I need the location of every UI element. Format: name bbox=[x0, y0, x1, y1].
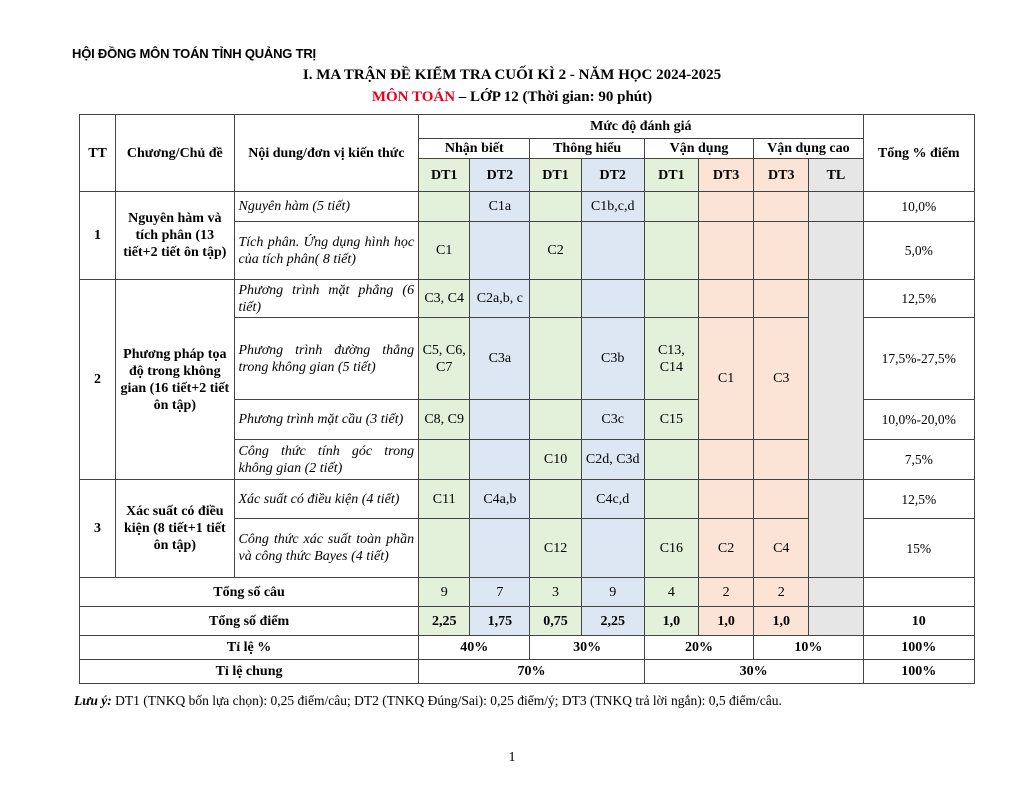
group-chapter: Xác suất có điều kiện (8 tiết+1 tiết ôn tập) bbox=[116, 480, 234, 578]
summary-label: Tỉ lệ % bbox=[80, 636, 419, 660]
cell-nb-dt2: C2a,b, c bbox=[470, 280, 530, 318]
cell-vdc-tl bbox=[809, 480, 863, 578]
cell-th-dt2: C3b bbox=[581, 318, 644, 400]
content-cell: Tích phân. Ứng dụng hình học của tích phân( 8 tiết) bbox=[234, 222, 419, 280]
cell-vd-dt3 bbox=[698, 222, 753, 280]
cell-th-dt1 bbox=[530, 192, 581, 222]
cell-vdc-dt3: C4 bbox=[754, 519, 809, 578]
header-chapter: Chương/Chủ đề bbox=[116, 115, 234, 192]
cell-nb-dt2: C4a,b bbox=[470, 480, 530, 519]
cell-vd-dt3-merged: C1 bbox=[698, 318, 753, 440]
summary-total: 100% bbox=[863, 636, 975, 660]
cell-total: 12,5% bbox=[863, 280, 975, 318]
cell-nb-dt1: C5, C6, C7 bbox=[419, 318, 470, 400]
cell-vdc-dt3 bbox=[754, 280, 809, 318]
summary-cell: 10% bbox=[754, 636, 863, 660]
cell-total: 10,0% bbox=[863, 192, 975, 222]
cell-vd-dt3 bbox=[698, 192, 753, 222]
summary-cell: 2 bbox=[754, 578, 809, 607]
cell-nb-dt2 bbox=[470, 222, 530, 280]
cell-th-dt1: C2 bbox=[530, 222, 581, 280]
document-subtitle bbox=[0, 89, 1024, 106]
summary-cell: 30% bbox=[530, 636, 644, 660]
subtitle-rest: – LỚP 12 (Thời gian: 90 phút) bbox=[455, 89, 653, 105]
summary-cell: 9 bbox=[419, 578, 470, 607]
cell-total: 5,0% bbox=[863, 222, 975, 280]
cell-nb-dt1 bbox=[419, 519, 470, 578]
cell-vdc-tl bbox=[809, 192, 863, 222]
cell-th-dt2: C2d, C3d bbox=[581, 440, 644, 480]
summary-cell: 20% bbox=[644, 636, 753, 660]
summary-label: Tổng số câu bbox=[80, 578, 419, 607]
type-nb-dt1: DT1 bbox=[419, 159, 470, 192]
summary-cell: 2,25 bbox=[581, 607, 644, 636]
content-cell: Phương trình mặt cầu (3 tiết) bbox=[234, 400, 419, 440]
exam-matrix-table bbox=[79, 114, 975, 684]
cell-vd-dt1: C16 bbox=[644, 519, 698, 578]
cell-nb-dt2: C3a bbox=[470, 318, 530, 400]
summary-label: Tỉ lệ chung bbox=[80, 660, 419, 684]
cell-nb-dt2: C1a bbox=[470, 192, 530, 222]
content-cell: Xác suất có điều kiện (4 tiết) bbox=[234, 480, 419, 519]
cell-vd-dt1 bbox=[644, 280, 698, 318]
cell-vdc-dt3 bbox=[754, 192, 809, 222]
page-number: 1 bbox=[508, 750, 516, 765]
cell-nb-dt1 bbox=[419, 192, 470, 222]
type-vdc-dt3: DT3 bbox=[754, 159, 809, 192]
cell-vdc-tl bbox=[809, 222, 863, 280]
summary-total: 100% bbox=[863, 660, 975, 684]
cell-vdc-tl bbox=[809, 280, 863, 480]
cell-th-dt1 bbox=[530, 480, 581, 519]
summary-cell: 1,75 bbox=[470, 607, 530, 636]
type-th-dt1: DT1 bbox=[530, 159, 581, 192]
summary-cell: 70% bbox=[419, 660, 645, 684]
summary-total bbox=[863, 578, 975, 607]
cell-th-dt2: C3c bbox=[581, 400, 644, 440]
cell-th-dt2 bbox=[581, 280, 644, 318]
content-cell: Công thức xác suất toàn phần và công thức Bayes (4 tiết) bbox=[234, 519, 419, 578]
cell-th-dt2: C4c,d bbox=[581, 480, 644, 519]
subject-name: MÔN TOÁN bbox=[371, 89, 456, 105]
cell-vd-dt1 bbox=[644, 192, 698, 222]
cell-vd-dt3: C2 bbox=[698, 519, 753, 578]
summary-cell: 9 bbox=[581, 578, 644, 607]
content-cell: Phương trình mặt phẳng (6 tiết) bbox=[234, 280, 419, 318]
cell-nb-dt1: C1 bbox=[419, 222, 470, 280]
summary-cell: 40% bbox=[419, 636, 530, 660]
summary-cell: 30% bbox=[644, 660, 863, 684]
organization-name: HỘI ĐỒNG MÔN TOÁN TỈNH QUẢNG TRỊ bbox=[72, 46, 316, 61]
cell-nb-dt2 bbox=[470, 519, 530, 578]
cell-total: 17,5%-27,5% bbox=[863, 318, 975, 400]
cell-vd-dt1: C15 bbox=[644, 400, 698, 440]
summary-total: 10 bbox=[863, 607, 975, 636]
content-cell: Công thức tính góc trong không gian (2 tiết) bbox=[234, 440, 419, 480]
group-chapter: Nguyên hàm và tích phân (13 tiết+2 tiết ôn tập) bbox=[116, 192, 234, 280]
cell-th-dt1 bbox=[530, 318, 581, 400]
header-van-dung-cao: Vận dụng cao bbox=[754, 139, 863, 159]
cell-th-dt2: C1b,c,d bbox=[581, 192, 644, 222]
summary-cell: 1,0 bbox=[754, 607, 809, 636]
cell-vd-dt1: C13, C14 bbox=[644, 318, 698, 400]
cell-nb-dt1: C8, C9 bbox=[419, 400, 470, 440]
cell-vd-dt1 bbox=[644, 440, 698, 480]
cell-th-dt1 bbox=[530, 280, 581, 318]
cell-vdc-dt3-merged: C3 bbox=[754, 318, 809, 440]
cell-vdc-dt3 bbox=[754, 480, 809, 519]
group-tt: 2 bbox=[80, 280, 116, 480]
cell-nb-dt1 bbox=[419, 440, 470, 480]
type-vdc-tl: TL bbox=[809, 159, 863, 192]
summary-label: Tổng số điểm bbox=[80, 607, 419, 636]
cell-vd-dt3 bbox=[698, 280, 753, 318]
summary-row-points bbox=[80, 607, 975, 636]
cell-nb-dt2 bbox=[470, 400, 530, 440]
table-row bbox=[80, 192, 975, 222]
content-cell: Nguyên hàm (5 tiết) bbox=[234, 192, 419, 222]
cell-th-dt2 bbox=[581, 222, 644, 280]
cell-th-dt1 bbox=[530, 400, 581, 440]
document-title: I. MA TRẬN ĐỀ KIỂM TRA CUỐI KÌ 2 - NĂM HỌC 2024-2025 bbox=[302, 67, 722, 83]
cell-vd-dt1 bbox=[644, 480, 698, 519]
cell-vd-dt3 bbox=[698, 480, 753, 519]
cell-vd-dt1 bbox=[644, 222, 698, 280]
cell-total: 10,0%-20,0% bbox=[863, 400, 975, 440]
cell-nb-dt2 bbox=[470, 440, 530, 480]
cell-total: 12,5% bbox=[863, 480, 975, 519]
summary-row-ratio bbox=[80, 636, 975, 660]
header-nhan-biet: Nhận biết bbox=[419, 139, 530, 159]
cell-total: 7,5% bbox=[863, 440, 975, 480]
footnote-label: Lưu ý: bbox=[74, 693, 112, 708]
summary-cell: 3 bbox=[530, 578, 581, 607]
summary-cell: 0,75 bbox=[530, 607, 581, 636]
content-cell: Phương trình đường thẳng trong không gian (5 tiết) bbox=[234, 318, 419, 400]
header-level: Mức độ đánh giá bbox=[419, 115, 863, 139]
summary-cell: 2,25 bbox=[419, 607, 470, 636]
type-vd-dt3: DT3 bbox=[698, 159, 753, 192]
type-vd-dt1: DT1 bbox=[644, 159, 698, 192]
cell-total: 15% bbox=[863, 519, 975, 578]
summary-cell bbox=[809, 578, 863, 607]
cell-nb-dt1: C11 bbox=[419, 480, 470, 519]
header-tt: TT bbox=[80, 115, 116, 192]
header-content: Nội dung/đơn vị kiến thức bbox=[234, 115, 419, 192]
summary-cell: 1,0 bbox=[644, 607, 698, 636]
table-row bbox=[80, 480, 975, 519]
footnote bbox=[74, 693, 782, 709]
type-th-dt2: DT2 bbox=[581, 159, 644, 192]
header-total: Tổng % điểm bbox=[863, 115, 975, 192]
cell-th-dt2 bbox=[581, 519, 644, 578]
summary-cell bbox=[809, 607, 863, 636]
group-tt: 1 bbox=[80, 192, 116, 280]
table-row bbox=[80, 280, 975, 318]
summary-row-ratio-general bbox=[80, 660, 975, 684]
summary-cell: 2 bbox=[698, 578, 753, 607]
summary-row-questions bbox=[80, 578, 975, 607]
cell-th-dt1: C10 bbox=[530, 440, 581, 480]
cell-th-dt1: C12 bbox=[530, 519, 581, 578]
footnote-text: DT1 (TNKQ bốn lựa chọn): 0,25 điểm/câu; DT2 (TNKQ Đúng/Sai): 0,25 điểm/ý; DT3 (TNKQ trả lời ngắn): 0,5 điểm/câu. bbox=[111, 693, 782, 708]
group-chapter: Phương pháp tọa độ trong không gian (16 tiết+2 tiết ôn tập) bbox=[116, 280, 234, 480]
cell-nb-dt1: C3, C4 bbox=[419, 280, 470, 318]
summary-cell: 4 bbox=[644, 578, 698, 607]
summary-cell: 1,0 bbox=[698, 607, 753, 636]
cell-vd-dt3 bbox=[698, 440, 753, 480]
cell-vdc-dt3 bbox=[754, 222, 809, 280]
cell-vdc-dt3 bbox=[754, 440, 809, 480]
type-nb-dt2: DT2 bbox=[470, 159, 530, 192]
header-thong-hieu: Thông hiểu bbox=[530, 139, 644, 159]
header-van-dung: Vận dụng bbox=[644, 139, 753, 159]
group-tt: 3 bbox=[80, 480, 116, 578]
summary-cell: 7 bbox=[470, 578, 530, 607]
